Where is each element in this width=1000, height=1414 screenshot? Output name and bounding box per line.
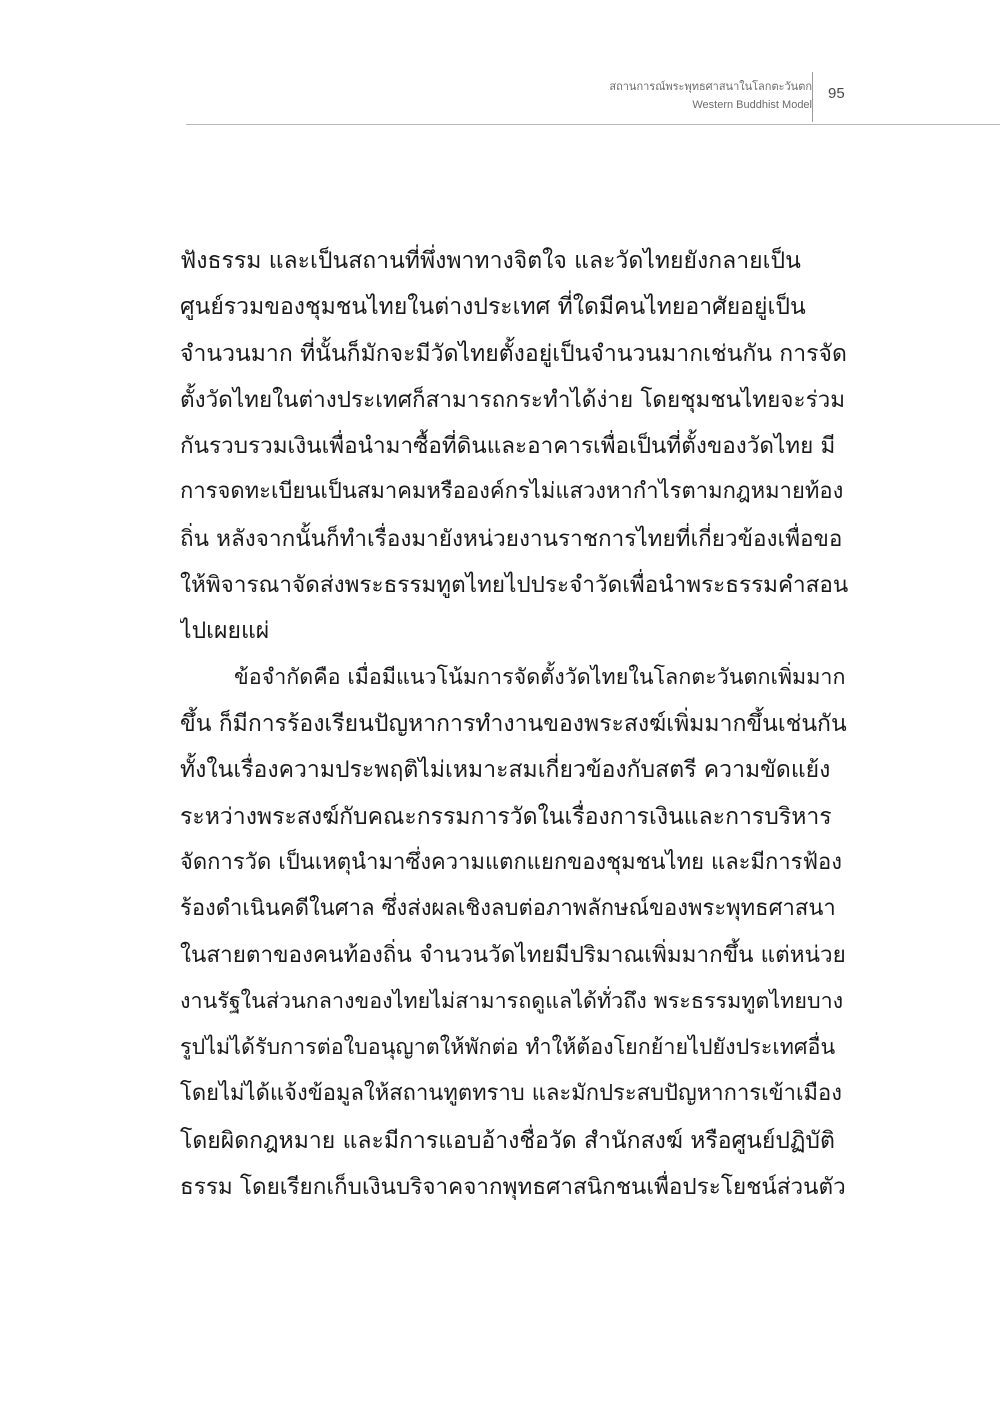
running-header	[609, 78, 812, 114]
text-line: ไปเผยแผ่	[180, 618, 270, 645]
text-line: กันรวบรวมเงินเพื่อนำมาซื้อที่ดินและอาคารเพื่อเป็นที่ตั้งของวัดไทย มี	[180, 433, 836, 460]
running-header-english-title: Western Buddhist Model	[692, 99, 812, 111]
running-header-thai-title: สถานการณ์พระพุทธศาสนาในโลกตะวันตก	[609, 80, 812, 93]
text-line: ธรรม โดยเรียกเก็บเงินบริจาคจากพุทธศาสนิกชนเพื่อประโยชน์ส่วนตัว	[180, 1173, 846, 1200]
text-line: โดยไม่ได้แจ้งข้อมูลให้สถานทูตทราบ และมักประสบปัญหาการเข้าเมือง	[180, 1081, 842, 1107]
paragraph-first-line: ข้อจำกัดคือ เมื่อมีแนวโน้มการจัดตั้งวัดไทยในโลกตะวันตกเพิ่มมาก	[234, 664, 846, 690]
header-horizontal-rule	[186, 124, 1000, 125]
page-number: 95	[828, 85, 845, 102]
text-line: รูปไม่ได้รับการต่อใบอนุญาตให้พักต่อ ทำให้ต้องโยกย้ายไปยังประเทศอื่น	[180, 1035, 836, 1061]
header-vertical-divider	[812, 72, 813, 122]
text-line: ศูนย์รวมของชุมชนไทยในต่างประเทศ ที่ใดมีคนไทยอาศัยอยู่เป็น	[180, 294, 806, 321]
text-line: ระหว่างพระสงฆ์กับคณะกรรมการวัดในเรื่องการเงินและการบริหาร	[180, 803, 832, 830]
text-line: ตั้งวัดไทยในต่างประเทศก็สามารถกระทำได้ง่าย โดยชุมชนไทยจะร่วม	[180, 386, 846, 413]
text-line: ร้องดำเนินคดีในศาล ซึ่งส่งผลเชิงลบต่อภาพลักษณ์ของพระพุทธศาสนา	[180, 896, 836, 922]
body-text	[180, 238, 848, 1210]
text-line: ในสายตาของคนท้องถิ่น จำนวนวัดไทยมีปริมาณเพิ่มมากขึ้น แต่หน่วย	[180, 942, 846, 969]
text-line: งานรัฐในส่วนกลางของไทยไม่สามารถดูแลได้ทั่วถึง พระธรรมทูตไทยบาง	[180, 988, 844, 1014]
text-line: ถิ่น หลังจากนั้นก็ทำเรื่องมายังหน่วยงานราชการไทยที่เกี่ยวข้องเพื่อขอ	[180, 525, 843, 552]
text-line: ขึ้น ก็มีการร้องเรียนปัญหาการทำงานของพระสงฆ์เพิ่มมากขึ้นเช่นกัน	[180, 710, 847, 737]
text-line: โดยผิดกฎหมาย และมีการแอบอ้างชื่อวัด สำนักสงฆ์ หรือศูนย์ปฏิบัติ	[180, 1127, 835, 1154]
text-line: ทั้งในเรื่องความประพฤติไม่เหมาะสมเกี่ยวข้องกับสตรี ความขัดแย้ง	[180, 757, 831, 784]
text-line: การจดทะเบียนเป็นสมาคมหรือองค์กรไม่แสวงหากำไรตามกฎหมายท้อง	[180, 479, 844, 505]
text-line: ฟังธรรม และเป็นสถานที่พึ่งพาทางจิตใจ และวัดไทยยังกลายเป็น	[180, 248, 801, 274]
text-line: ให้พิจารณาจัดส่งพระธรรมทูตไทยไปประจำวัดเพื่อนำพระธรรมคำสอน	[180, 572, 848, 599]
text-line: จัดการวัด เป็นเหตุนำมาซึ่งความแตกแยกของชุมชนไทย และมีการฟ้อง	[180, 849, 843, 875]
text-line: จำนวนมาก ที่นั้นก็มักจะมีวัดไทยตั้งอยู่เป็นจำนวนมากเช่นกัน การจัด	[180, 340, 847, 367]
